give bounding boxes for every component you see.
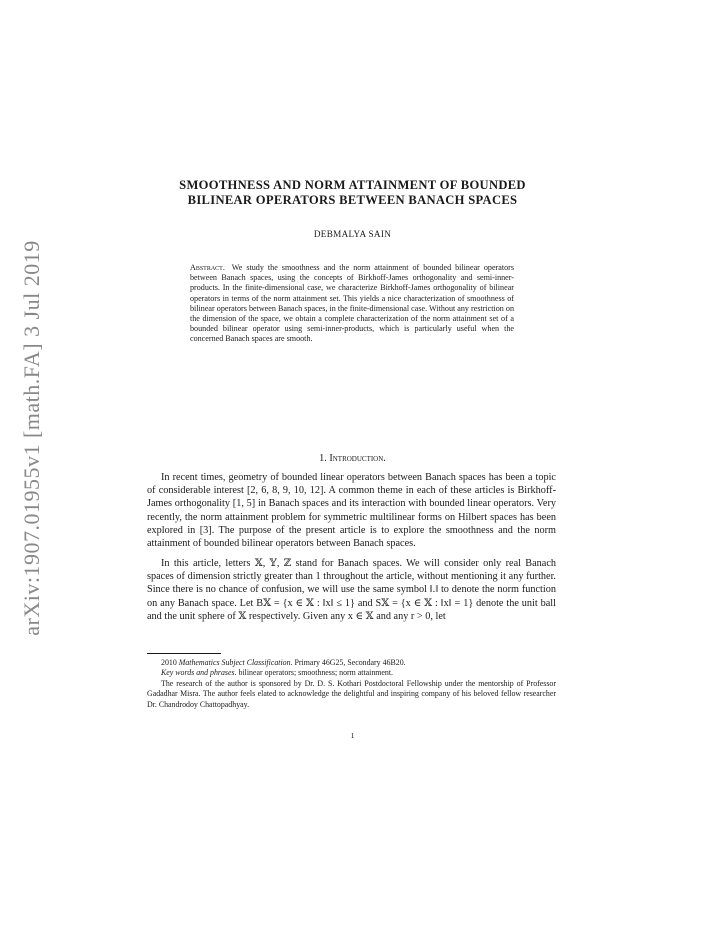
footnote-msc-year: 2010: [161, 658, 177, 667]
footnote-keywords-text: bilinear operators; smoothness; norm attainment.: [238, 668, 394, 678]
abstract-block: [190, 263, 514, 345]
title-line-2: BILINEAR OPERATORS BETWEEN BANACH SPACES: [187, 193, 518, 207]
arxiv-identifier-text: arXiv:1907.01955v1 [math.FA] 3 Jul 2019: [19, 240, 45, 636]
footnote-msc: [147, 658, 556, 668]
abstract-label: Abstract.: [190, 263, 225, 272]
body-paragraph-1: In recent times, geometry of bounded linear operators between Banach spaces has been a topic of considerable interest [2, 6, 8, 9, 10, 12]. A common theme in each of these articles is Birkhoff-James orthogonality [1, 5] in Banach spaces and its interaction with bounded linear operators. Very recently, the norm attainment problem for symmetric multilinear forms on Hilbert spaces has been explored in [3]. The purpose of the present article is to explore the smoothness and the norm attainment of bounded bilinear operators between Banach spaces.: [147, 472, 556, 550]
section-number: 1.: [319, 453, 327, 464]
footnote-msc-text: Primary 46G25, Secondary 46B20.: [294, 658, 406, 667]
section-title: Introduction.: [329, 453, 386, 464]
page-number: 1: [350, 731, 355, 740]
arxiv-identifier-stamp: [10, 228, 54, 648]
body-paragraph-2: In this article, letters 𝕏, 𝕐, ℤ stand for Banach spaces. We will consider only real Banach spaces of dimension strictly greater than 1 throughout the article, without mentioning it any further. Since there is no chance of confusion, we will use the same symbol ‖.‖ to denote the norm function on any Banach space. Let B𝕏 = {x ∈ 𝕏 : ‖x‖ ≤ 1} and S𝕏 = {x ∈ 𝕏 : ‖x‖ = 1} denote the unit ball and the unit sphere of 𝕏 respectively. Given any x ∈ 𝕏 and any r > 0, let: [147, 558, 556, 622]
abstract-text: We study the smoothness and the norm attainment of bounded bilinear operators between Banach spaces, using the concepts of Birkhoff-James orthogonality and semi-inner-products. In the finite-dimensional case, we characterize Birkhoff-James orthogonality of bilinear operators in terms of the norm attainment set. This yields a nice characterization of smoothness of bilinear operators between Banach spaces, in the finite-dimensional case. Without any restriction on the dimension of the space, we obtain a complete characterization of the norm attainment set of a bounded bilinear operator using semi-inner-products, which is particularly useful when the concerned Banach spaces are smooth.: [190, 263, 514, 344]
author-name: DEBMALYA SAIN: [313, 229, 392, 239]
section-heading: [100, 453, 605, 464]
footnote-acknowledgement: The research of the author is sponsored by Dr. D. S. Kothari Postdoctoral Fellowship under the mentorship of Professor Gadadhar Misra. The author feels elated to acknowledge the delightful and inspiring company of his beloved fellow researcher Dr. Chandrodoy Chattopadhyay.: [147, 678, 556, 709]
footnote-keywords: [147, 668, 556, 678]
footnote-divider: [147, 653, 221, 654]
footnotes-block: [147, 658, 556, 710]
paper-title: [100, 178, 605, 208]
title-line-1: SMOOTHNESS AND NORM ATTAINMENT OF BOUNDED: [179, 178, 526, 192]
footnote-keywords-label: Key words and phrases.: [161, 668, 237, 678]
footnote-msc-label: Mathematics Subject Classification.: [178, 658, 293, 667]
